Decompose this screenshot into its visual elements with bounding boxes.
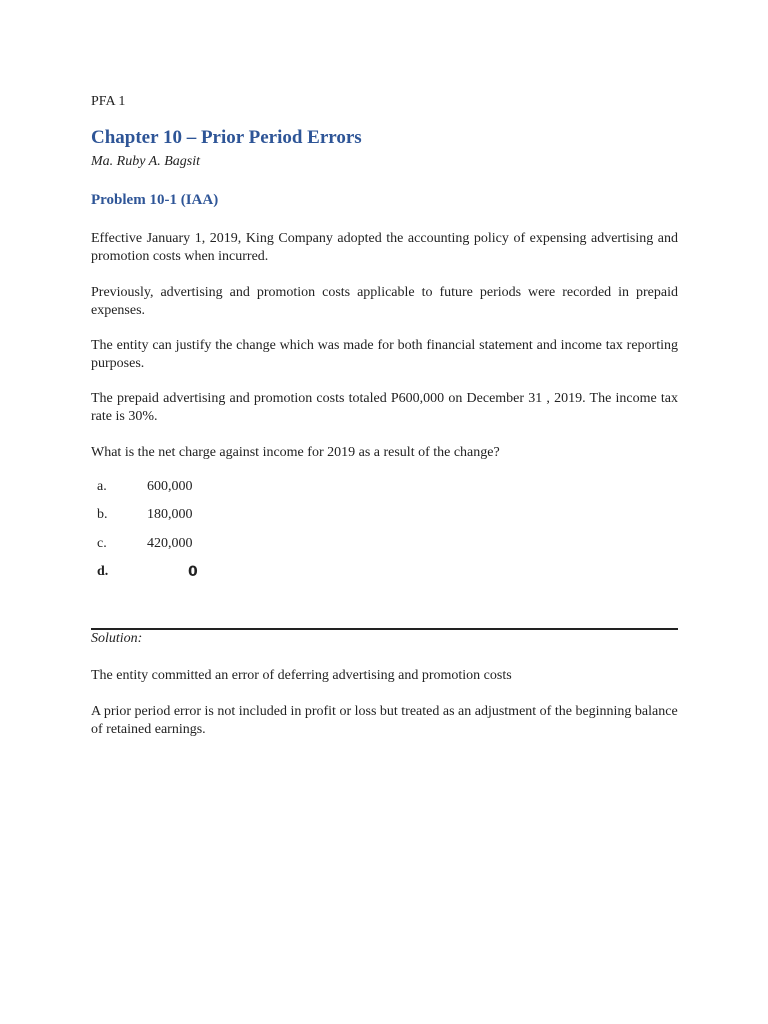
choice-letter: a. [97,479,107,494]
problem-paragraph: Effective January 1, 2019, King Company adopted the accounting policy of expensing advertising and promotion costs when incurred. [91,231,678,264]
answer-choice-d [97,564,297,582]
choice-value: 0 [188,564,198,580]
problem-question: What is the net charge against income for 2019 as a result of the change? [91,445,500,460]
solution-paragraph: The entity committed an error of deferring advertising and promotion costs [91,668,512,683]
choice-value: 180,000 [147,507,193,522]
chapter-title: Chapter 10 – Prior Period Errors [91,127,362,148]
answer-choice-c [97,536,297,554]
answer-choice-a [97,479,297,497]
answer-choice-b [97,507,297,525]
choice-value: 420,000 [147,536,193,551]
problem-title: Problem 10-1 (IAA) [91,192,219,208]
problem-paragraph: The entity can justify the change which was made for both financial statement and income tax reporting purposes. [91,338,678,371]
section-divider [91,628,678,630]
choice-value: 600,000 [147,479,193,494]
choice-letter: d. [97,564,109,579]
course-label: PFA 1 [91,94,126,109]
solution-paragraph: A prior period error is not included in profit or loss but treated as an adjustment of the beginning balance of retained earnings. [91,704,678,737]
solution-label: Solution: [91,631,143,646]
choice-letter: c. [97,536,107,551]
choice-letter: b. [97,507,108,522]
problem-paragraph: The prepaid advertising and promotion costs totaled P600,000 on December 31 , 2019. The income tax rate is 30%. [91,391,678,424]
problem-paragraph: Previously, advertising and promotion costs applicable to future periods were recorded in prepaid expenses. [91,285,678,318]
author-name: Ma. Ruby A. Bagsit [91,154,201,169]
